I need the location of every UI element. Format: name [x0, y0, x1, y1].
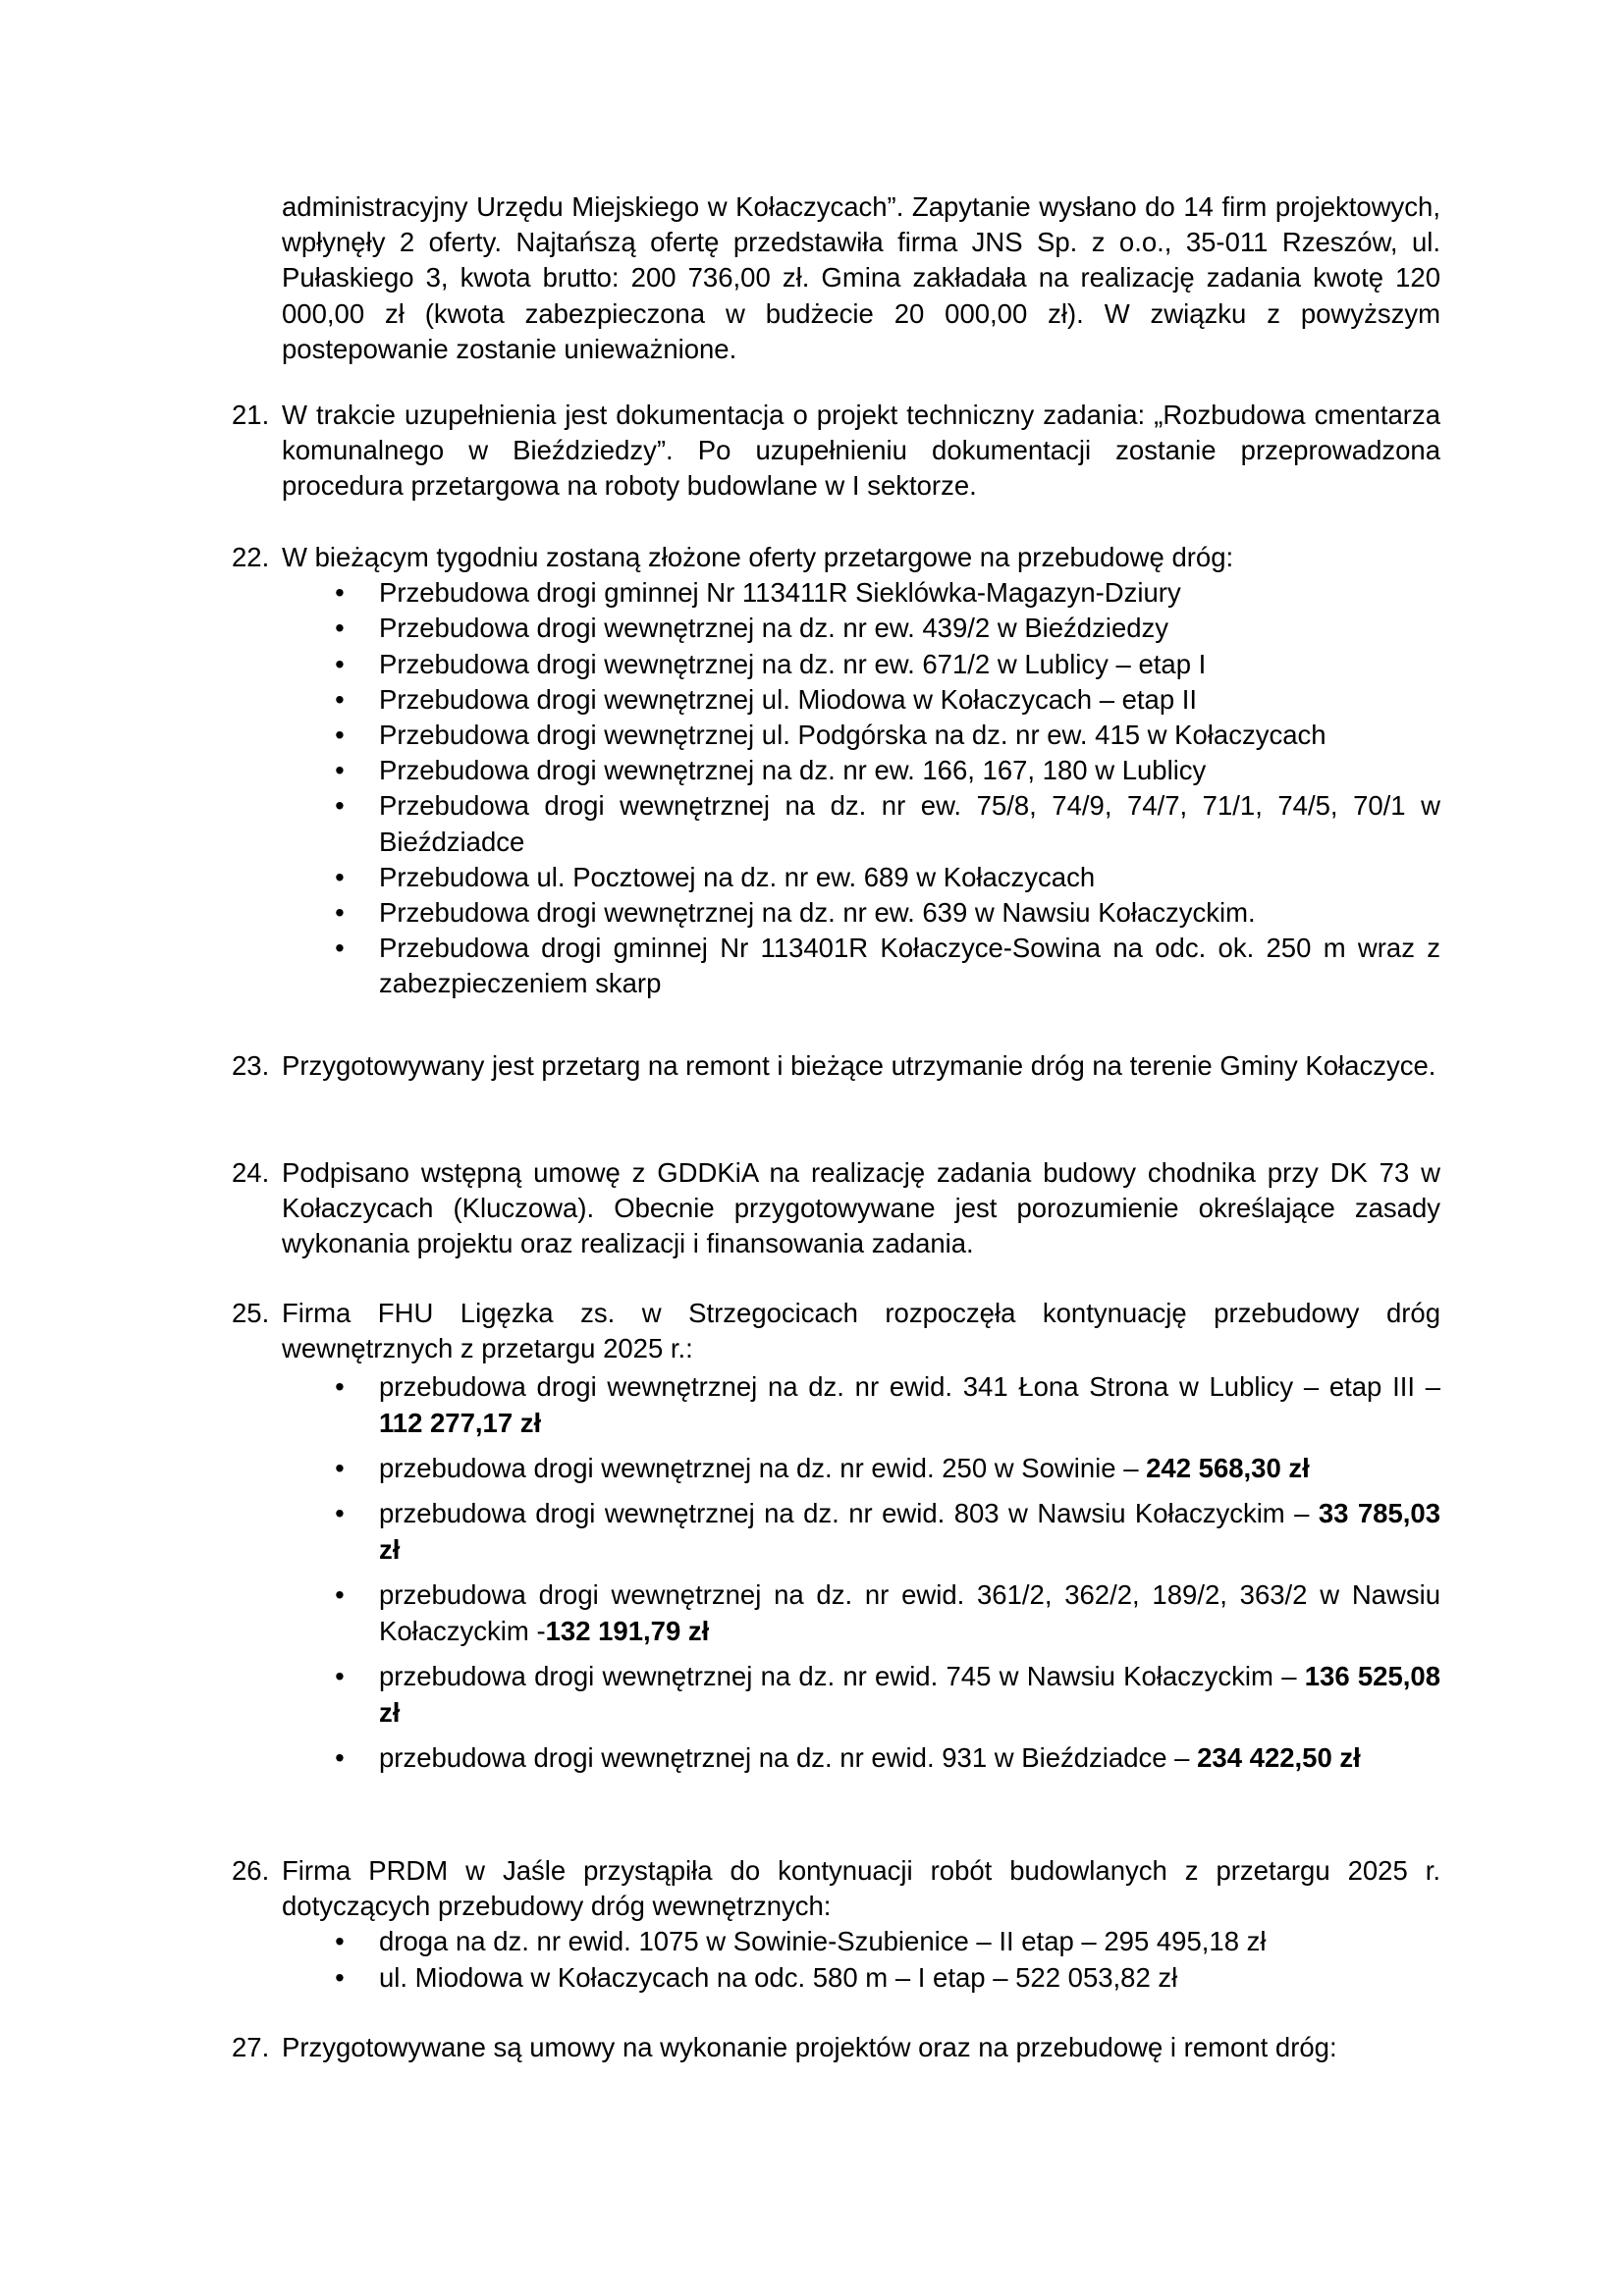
bullet-icon: •: [335, 861, 345, 892]
item-text: Podpisano wstępną umowę z GDDKiA na realizację zadania budowy chodnika przy DK 73 w Kołaczycach (Kluczowa). Obecnie przygotowywane jest porozumienie określające zasady wykonania projektu oraz realizacji i finansowania zadania.: [282, 1157, 1440, 1259]
item-number: 26.: [232, 1855, 270, 1886]
bullet-item: • przebudowa drogi wewnętrznej na dz. nr ewid. 745 w Nawsiu Kołaczyckim – 136 525,08 zł: [330, 1658, 1440, 1731]
bullet-item: • droga na dz. nr ewid. 1075 w Sowinie-Szubienice – II etap – 295 495,18 zł: [330, 1924, 1440, 1959]
bullet-item: • przebudowa drogi wewnętrznej na dz. nr ewid. 931 w Bieździadce – 234 422,50 zł: [330, 1739, 1440, 1776]
amount: 33 785,03 zł: [379, 1498, 1440, 1566]
item-text: Firma FHU Ligęzka zs. w Strzegocicach rozpoczęła kontynuację przebudowy dróg wewnętrznych z przetargu 2025 r.:: [282, 1298, 1440, 1364]
bullet-list: [232, 1368, 1440, 1776]
bullet-icon: •: [335, 755, 345, 786]
bullet-icon: •: [335, 683, 345, 715]
bullet-icon: •: [335, 720, 345, 751]
bullet-item: • Przebudowa drogi wewnętrznej ul. Podgórska na dz. nr ew. 415 w Kołaczycach: [330, 718, 1440, 753]
bullet-item: • Przebudowa drogi wewnętrznej ul. Miodowa w Kołaczycach – etap II: [330, 682, 1440, 718]
item-number: 25.: [232, 1298, 270, 1328]
bullet-icon: •: [335, 790, 345, 822]
item-text: Firma PRDM w Jaśle przystąpiła do kontynuacji robót budowlanych z przetargu 2025 r. dotyczących przebudowy dróg wewnętrznych:: [282, 1855, 1440, 1922]
bullet-icon: •: [335, 1961, 345, 1993]
bullet-icon: •: [335, 1498, 345, 1529]
item-text: Przygotowywany jest przetarg na remont i bieżące utrzymanie dróg na terenie Gminy Kołaczyce.: [282, 1050, 1436, 1081]
list-item-22: [232, 540, 1440, 1002]
item-text: W trakcie uzupełnienia jest dokumentacja o projekt techniczny zadania: „Rozbudowa cmentarza komunalnego w Bieździedzy”. Po uzupełnieniu dokumentacji zostanie przeprowadzona procedura przetargowa na roboty budowlane w I sektorze.: [282, 400, 1440, 502]
bullet-icon: •: [335, 1371, 345, 1403]
item-number: 24.: [232, 1157, 270, 1188]
bullet-icon: •: [335, 933, 345, 964]
bullet-item: • przebudowa drogi wewnętrznej na dz. nr ewid. 341 Łona Strona w Lublicy – etap III – 112 277,17 zł: [330, 1368, 1440, 1441]
list-item-21: [232, 398, 1440, 505]
amount: 112 277,17 zł: [379, 1408, 542, 1439]
bullet-item: • przebudowa drogi wewnętrznej na dz. nr ewid. 250 w Sowinie – 242 568,30 zł: [330, 1450, 1440, 1486]
bullet-list: [232, 575, 1440, 1001]
bullet-icon: •: [335, 1453, 345, 1484]
list-item-27: [232, 2030, 1440, 2065]
bullet-list: [232, 1924, 1440, 1995]
item-number: 27.: [232, 2032, 270, 2062]
list-item-26: [232, 1853, 1440, 1996]
bullet-item: • Przebudowa drogi gminnej Nr 113411R Sieklówka-Magazyn-Dziury: [330, 575, 1440, 611]
list-item-25: [232, 1296, 1440, 1785]
intro-paragraph: administracyjny Urzędu Miejskiego w Kołaczycach”. Zapytanie wysłano do 14 firm projektowych, wpłynęły 2 oferty. Najtańszą ofertę przedstawiła firma JNS Sp. z o.o., 35-011 Rzeszów, ul. Pułaskiego 3, kwota brutto: 200 736,00 zł. Gmina zakładała na realizację zadania kwotę 120 000,00 zł (kwota zabezpieczona w budżecie 20 000,00 zł). W związku z powyższym postepowanie zostanie unieważnione.: [282, 191, 1440, 364]
bullet-icon: •: [335, 1579, 345, 1611]
item-number: 21.: [232, 400, 270, 430]
item-number: 23.: [232, 1050, 270, 1081]
bullet-item: • przebudowa drogi wewnętrznej na dz. nr ewid. 361/2, 362/2, 189/2, 363/2 w Nawsiu Kołaczyckim -132 191,79 zł: [330, 1576, 1440, 1649]
bullet-item: • Przebudowa drogi gminnej Nr 113401R Kołaczyce-Sowina na odc. ok. 250 m wraz z zabezpieczeniem skarp: [330, 931, 1440, 1001]
amount: 136 525,08 zł: [379, 1661, 1440, 1729]
bullet-icon: •: [335, 577, 345, 609]
amount: 242 568,30 zł: [1146, 1453, 1310, 1484]
bullet-item: • Przebudowa drogi wewnętrznej na dz. nr ew. 639 w Nawsiu Kołaczyckim.: [330, 895, 1440, 931]
bullet-item: • przebudowa drogi wewnętrznej na dz. nr ewid. 803 w Nawsiu Kołaczyckim – 33 785,03 zł: [330, 1495, 1440, 1568]
bullet-item: • Przebudowa drogi wewnętrznej na dz. nr ew. 671/2 w Lublicy – etap I: [330, 647, 1440, 682]
bullet-icon: •: [335, 897, 345, 929]
bullet-item: • ul. Miodowa w Kołaczycach na odc. 580 m – I etap – 522 053,82 zł: [330, 1960, 1440, 1996]
bullet-icon: •: [335, 613, 345, 644]
bullet-icon: •: [335, 1661, 345, 1692]
bullet-item: • Przebudowa drogi wewnętrznej na dz. nr ew. 75/8, 74/9, 74/7, 71/1, 74/5, 70/1 w Bieździadce: [330, 788, 1440, 859]
bullet-icon: •: [335, 1926, 345, 1957]
item-number: 22.: [232, 542, 270, 572]
bullet-item: • Przebudowa drogi wewnętrznej na dz. nr ew. 439/2 w Bieździedzy: [330, 611, 1440, 646]
list-item-24: [232, 1155, 1440, 1262]
bullet-icon: •: [335, 1742, 345, 1774]
bullet-icon: •: [335, 648, 345, 679]
bullet-item: • Przebudowa drogi wewnętrznej na dz. nr ew. 166, 167, 180 w Lublicy: [330, 753, 1440, 788]
item-text: Przygotowywane są umowy na wykonanie projektów oraz na przebudowę i remont dróg:: [282, 2032, 1337, 2062]
amount: 234 422,50 zł: [1197, 1742, 1361, 1774]
amount: 132 191,79 zł: [545, 1616, 710, 1647]
list-item-23: [232, 1048, 1440, 1084]
bullet-item: • Przebudowa ul. Pocztowej na dz. nr ew. 689 w Kołaczycach: [330, 860, 1440, 895]
item-text: W bieżącym tygodniu zostaną złożone oferty przetargowe na przebudowę dróg:: [282, 542, 1234, 572]
